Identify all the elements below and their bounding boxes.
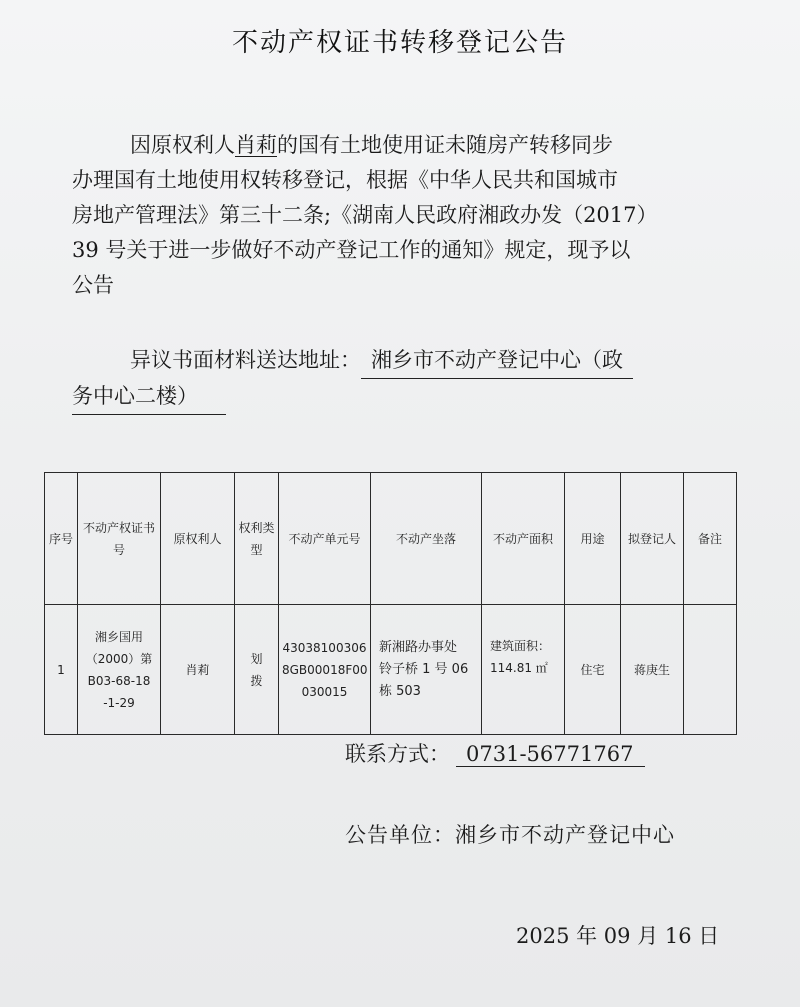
body-line-1-suffix: 的国有土地使用证未随房产转移同步	[277, 133, 613, 157]
header-location: 不动产坐落	[371, 473, 482, 605]
cell-remark	[684, 605, 737, 735]
notice-title: 不动产权证书转移登记公告	[231, 28, 568, 58]
area-value: 114.81 ㎡	[490, 661, 548, 675]
right-type-line: 划	[250, 651, 263, 666]
contact-label: 联系方式：	[345, 742, 450, 766]
cell-area	[482, 605, 565, 735]
table-header-row	[45, 473, 737, 605]
location-line: 栋 503	[379, 683, 421, 699]
cert-no-line: （2000）第	[85, 651, 153, 666]
location-line: 铃子桥 1 号 06	[379, 661, 469, 677]
right-type-line: 拨	[250, 673, 263, 688]
header-cert-no: 不动产权证书号	[78, 473, 161, 605]
unit-no-line: 030015	[301, 684, 348, 699]
header-remark: 备注	[684, 473, 737, 605]
body-line-3: 房地产管理法》第三十二条;《湖南人民政府湘政办发（2017）	[72, 203, 658, 227]
cell-unit-no	[279, 605, 371, 735]
area-label: 建筑面积：	[490, 639, 551, 653]
body-line-5: 公告	[72, 273, 114, 297]
body-line-4: 39 号关于进一步做好不动产登记工作的通知》规定，现予以	[72, 238, 631, 262]
header-index: 序号	[45, 473, 78, 605]
objection-line-2	[72, 379, 712, 415]
objection-address-part1: 湘乡市不动产登记中心（政	[361, 343, 633, 379]
contact-info	[345, 738, 645, 768]
cert-no-line: -1-29	[103, 695, 135, 710]
cell-holder: 肖莉	[161, 605, 235, 735]
objection-address	[72, 343, 712, 415]
header-unit-no: 不动产单元号	[279, 473, 371, 605]
cell-right-type	[235, 605, 279, 735]
cell-location	[371, 605, 482, 735]
header-usage: 用途	[565, 473, 621, 605]
registration-table	[44, 472, 737, 735]
objection-label: 异议书面材料送达地址：	[130, 348, 361, 372]
original-holder-name: 肖莉	[235, 133, 277, 157]
unit-no-line: 8GB00018F00	[282, 662, 368, 677]
unit-no-line: 43038100306	[282, 640, 367, 655]
cert-no-line: B03-68-18	[87, 673, 151, 688]
header-area: 不动产面积	[482, 473, 565, 605]
issuing-unit: 公告单位：湘乡市不动产登记中心	[345, 823, 675, 847]
header-right-type: 权利类型	[235, 473, 279, 605]
cert-no-line: 湘乡国用	[94, 629, 143, 644]
body-line-1	[72, 128, 712, 163]
cell-usage: 住宅	[565, 605, 621, 735]
header-holder: 原权利人	[161, 473, 235, 605]
table-row	[45, 605, 737, 735]
cell-index: 1	[45, 605, 78, 735]
cell-cert-no	[78, 605, 161, 735]
body-line-2: 办理国有土地使用权转移登记，根据《中华人民共和国城市	[72, 168, 618, 192]
header-registrant: 拟登记人	[621, 473, 684, 605]
cell-registrant: 蒋庚生	[621, 605, 684, 735]
body-line-1-prefix: 因原权利人	[130, 133, 235, 157]
objection-address-part2: 务中心二楼）	[72, 379, 226, 415]
notice-body	[72, 128, 712, 303]
location-line: 新湘路办事处	[379, 639, 458, 655]
contact-phone: 0731-56771767	[456, 742, 645, 767]
objection-line-1	[72, 343, 712, 379]
notice-date: 2025 年 09 月 16 日	[516, 924, 720, 948]
